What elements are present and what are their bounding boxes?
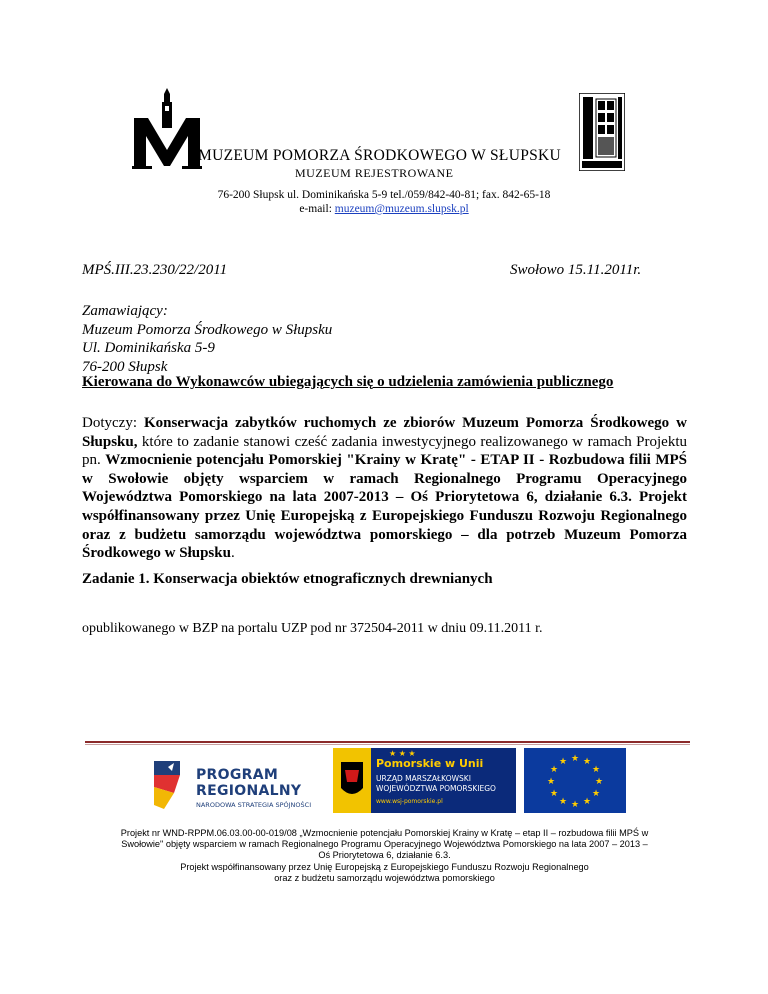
museum-logo	[132, 88, 202, 170]
place-date: Swołowo 15.11.2011r.	[510, 262, 642, 278]
task-heading: Zadanie 1. Konserwacja obiektów etnograficznych drewnianych	[82, 571, 493, 587]
svg-text:★: ★	[558, 797, 568, 807]
orderer-line: Ul. Dominikańska 5-9	[82, 340, 215, 356]
svg-text:★: ★	[570, 800, 580, 810]
museum-registered: MUZEUM REJESTROWANE	[295, 166, 454, 180]
footer-line: Projekt nr WND-RPPM.06.03.00-00-019/08 „Wzmocnienie potencjału Pomorskiej Krainy w Kratę – etap II – rozbudowa filii MPŚ w	[120, 828, 649, 838]
orderer-label: Zamawiający:	[82, 303, 168, 319]
svg-text:★: ★	[591, 765, 601, 775]
eu-stars-icon	[524, 748, 626, 813]
pomorskie-title: Pomorskie w Unii	[376, 757, 484, 770]
footer-line: Projekt współfinansowany przez Unię Europejską z Europejskiego Funduszu Rozwoju Regionalnego	[180, 861, 589, 872]
svg-text:★: ★	[546, 777, 556, 787]
svg-text:★ ★ ★: ★ ★ ★	[389, 749, 416, 758]
regional-line2: REGIONALNY	[196, 783, 302, 799]
concerns-project: Wzmocnienie potencjału Pomorskiej "Krainy w Kratę" - ETAP II - Rozbudowa filii MPŚ w Swołowie objęty wsparciem w ramach Regionalnego Programu Operacyjnego Województwa Pomorskiego na lata 2007-2013 – Oś Priorytetowa 6, działanie 6.3. Projekt współfinansowany przez Unię Europejską z Europejskiego Funduszu Rozwoju Regionalnego oraz z budżetu samorządu województwa pomorskiego – dla potrzeb Muzeum Pomorza Środkowego w Słupsku	[82, 452, 687, 562]
orderer-block	[82, 302, 332, 376]
regional-line3: NARODOWA STRATEGIA SPÓJNOŚCI	[196, 801, 312, 809]
pomorskie-line1: URZĄD MARSZAŁKOWSKI	[376, 774, 471, 783]
concerns-prefix: Dotyczy:	[82, 415, 144, 431]
svg-text:★: ★	[582, 757, 592, 767]
footer-line: oraz z budżetu samorządu województwa pomorskiego	[274, 872, 495, 883]
svg-text:★: ★	[594, 777, 604, 787]
concerns-text: które to zadanie stanowi cześć zadania inwestycyjnego realizowanego w ramach Projektu pn.	[82, 433, 687, 469]
museum-name: MUZEUM POMORZA ŚRODKOWEGO W SŁUPSKU	[198, 147, 562, 164]
svg-text:★: ★	[591, 789, 601, 799]
email-line	[0, 203, 768, 215]
concerns-paragraph	[82, 414, 687, 563]
museum-address: 76-200 Słupsk ul. Dominikańska 5-9 tel./059/842-40-81; fax. 842-65-18	[217, 189, 551, 201]
orderer-line: 76-200 Słupsk	[82, 358, 168, 375]
eu-flag-logo	[524, 748, 626, 813]
svg-text:★: ★	[570, 754, 580, 764]
email-prefix: e-mail:	[299, 203, 335, 215]
svg-text:★: ★	[549, 789, 559, 799]
concerns-subject: Konserwacja zabytków ruchomych ze zbiorów Muzeum Pomorza Środkowego w Słupsku,	[82, 415, 687, 450]
orderer-line: Muzeum Pomorza Środkowego w Słupsku	[82, 321, 333, 338]
published-line: opublikowanego w BZP na portalu UZP pod nr 372504-2011 w dniu 09.11.2011 r.	[82, 621, 543, 636]
regional-line1: PROGRAM	[196, 767, 279, 783]
footer-project-text	[82, 828, 687, 884]
addressee-heading: Kierowana do Wykonawców ubiegających się o udzielenia zamówienia publicznego	[82, 374, 614, 390]
footer-divider-shadow	[85, 744, 690, 745]
svg-text:★: ★	[549, 765, 559, 775]
pomorskie-url: www.wsj-pomorskie.pl	[376, 798, 443, 805]
pomorskie-line2: WOJEWÓDZTWA POMORSKIEGO	[376, 784, 496, 793]
footer-line: Oś Priorytetowa 6, działanie 6.3.	[318, 850, 451, 861]
reference-number: MPŚ.III.23.230/22/2011	[82, 262, 228, 278]
svg-text:★: ★	[582, 797, 592, 807]
museum-sign-logo	[579, 93, 625, 171]
email-link[interactable]: muzeum@muzeum.slupsk.pl	[334, 203, 469, 215]
footer-line: Swołowie" objęty wsparciem w ramach Regionalnego Programu Operacyjnego Województwa Pomorskiego na lata 2007 – 2013 –	[121, 839, 648, 850]
footer-divider	[85, 741, 690, 743]
concerns-end: .	[230, 545, 235, 562]
svg-text:★: ★	[558, 757, 568, 767]
